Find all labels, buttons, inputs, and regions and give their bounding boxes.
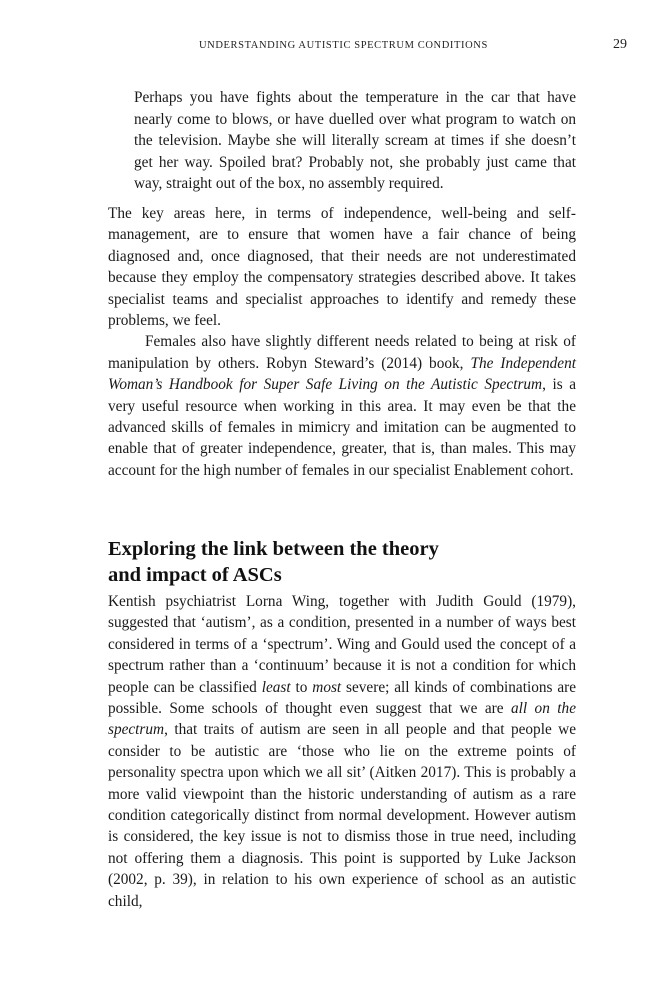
section-body-1 [108, 203, 576, 481]
emphasis-all-on-spectrum: all on the spectrum [108, 700, 576, 739]
page-number: 29 [613, 37, 627, 52]
heading-line-2: and impact of ASCs [108, 564, 282, 586]
paragraph-text: Kentish psychiatrist Lorna Wing, together with Judith Gould (1979), suggested that ‘autism’, as a condition, presented in a number of ways best considered in terms of a ‘spectrum’. Wing and Gould used the concept of a spectrum rather than a ‘continuum’ because it is not a condition for which people can be classified [108, 593, 576, 696]
paragraph-text: to [290, 678, 313, 696]
section-heading [108, 536, 576, 588]
emphasis-least: least [261, 678, 291, 696]
paragraph-text: , is a very useful resource when working in this area. It may even be that the advanced skills of females in mimicry and imitation can be augmented to enable that of greater independence, greater, that is, than males. This may account for the high number of females in our specialist Enablement cohort. [108, 376, 576, 479]
emphasis-most: most [312, 678, 342, 696]
running-head: UNDERSTANDING AUTISTIC SPECTRUM CONDITIONS [199, 40, 488, 51]
paragraph-text: , that traits of autism are seen in all people and that people we consider to be autistic are ‘those who lie on the extreme points of personality spectra upon which we all sit’ (Aitken 2017). This is probably a more valid viewpoint than the historic understanding of autism as a rare condition categorically distinct from normal development. However autism is considered, the key issue is not to dismiss those in true need, including not offering them a diagnosis. This point is supported by Luke Jackson (2002, p. 39), in relation to his own experience of school as an autistic child, [108, 721, 576, 910]
heading-line-1: Exploring the link between the theory [108, 538, 439, 560]
paragraph-manipulation [108, 331, 576, 481]
paragraph-independence: The key areas here, in terms of independence, well-being and self-management, are to ensure that women have a fair chance of being diagnosed and, once diagnosed, that their needs are not underestimated because they employ the compensatory strategies described above. It takes specialist teams and specialist approaches to identify and remedy these problems, we feel. [108, 205, 576, 330]
book-title: The Independent Woman’s Handbook for Super Safe Living on the Autistic Spectrum [108, 354, 576, 394]
section-body-2 [108, 591, 576, 912]
paragraph-text: severe; all kinds of combinations are possible. Some schools of thought even suggest that we are [108, 678, 576, 718]
block-quote: Perhaps you have fights about the temperature in the car that have nearly come to blows, or have duelled over what program to watch on the television. Maybe she will literally scream at times if she doesn’t get her way. Spoiled brat? Probably not, she probably just came that way, straight out of the box, no assembly required. [134, 89, 576, 192]
paragraph-text: Females also have slightly different needs related to being at risk of manipulation by others. Robyn Steward’s (2014) book, [108, 333, 576, 372]
paragraph-wing-gould [108, 591, 576, 912]
